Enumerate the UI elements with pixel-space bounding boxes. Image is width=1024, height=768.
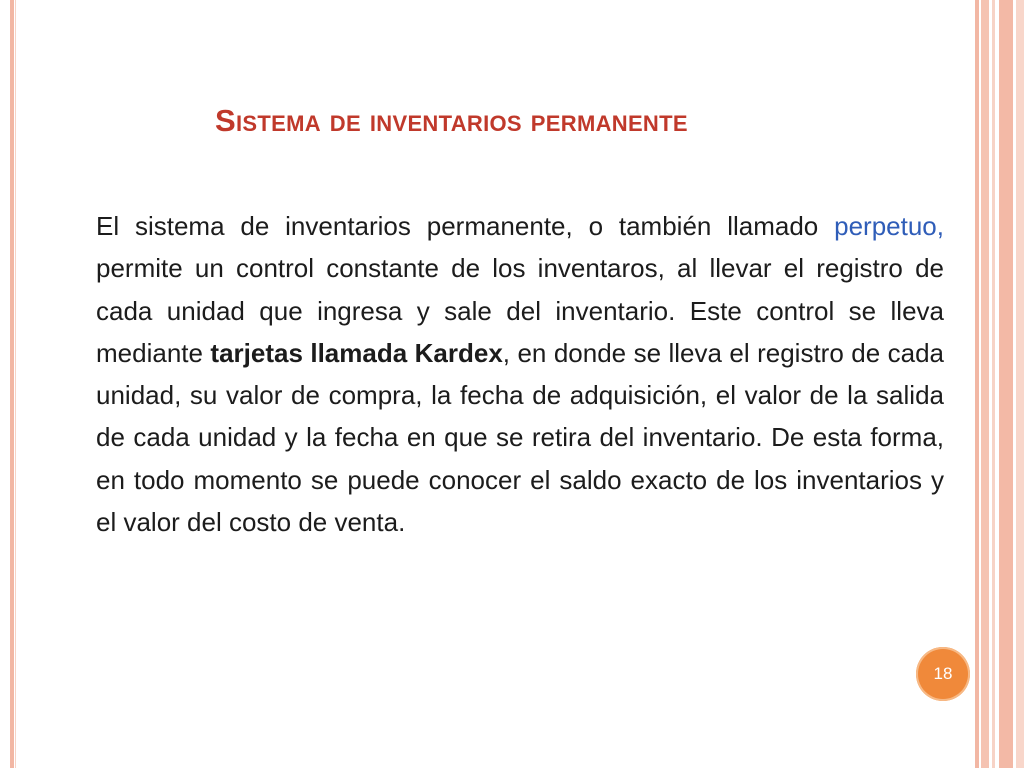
right-decor-stripe [999, 0, 1013, 768]
right-decor-stripe [1016, 0, 1024, 768]
left-decor-stripe-thin [15, 0, 16, 768]
paragraph-text: , en donde se lleva el registro de cada unidad, su valor de compra, la fecha de adquisición, el valor de la salida de cada unidad y la fecha en que se retira del inventario. De esta forma, en todo momento se puede conocer el saldo exacto de los inventarios y el valor del costo de venta. [96, 337, 944, 538]
right-decor-stripe [981, 0, 989, 768]
left-decor-stripe [10, 0, 14, 768]
slide-title: Sistema de inventarios permanente [215, 103, 688, 138]
slide-body-paragraph [96, 205, 944, 543]
page-number-badge: 18 [916, 647, 970, 701]
kardex-bold-text: tarjetas llamada Kardex [210, 337, 503, 368]
right-decor-stripe [975, 0, 979, 768]
perpetuo-link[interactable]: perpetuo, [834, 211, 944, 241]
paragraph-text: El sistema de inventarios permanente, o también llamado [96, 211, 835, 241]
paragraph-text: permite un control constante de los inventaros, al llevar el registro de cada unidad que ingresa y sale del inventario. Este control se lleva mediante [96, 253, 944, 368]
right-decor-stripe [992, 0, 995, 768]
